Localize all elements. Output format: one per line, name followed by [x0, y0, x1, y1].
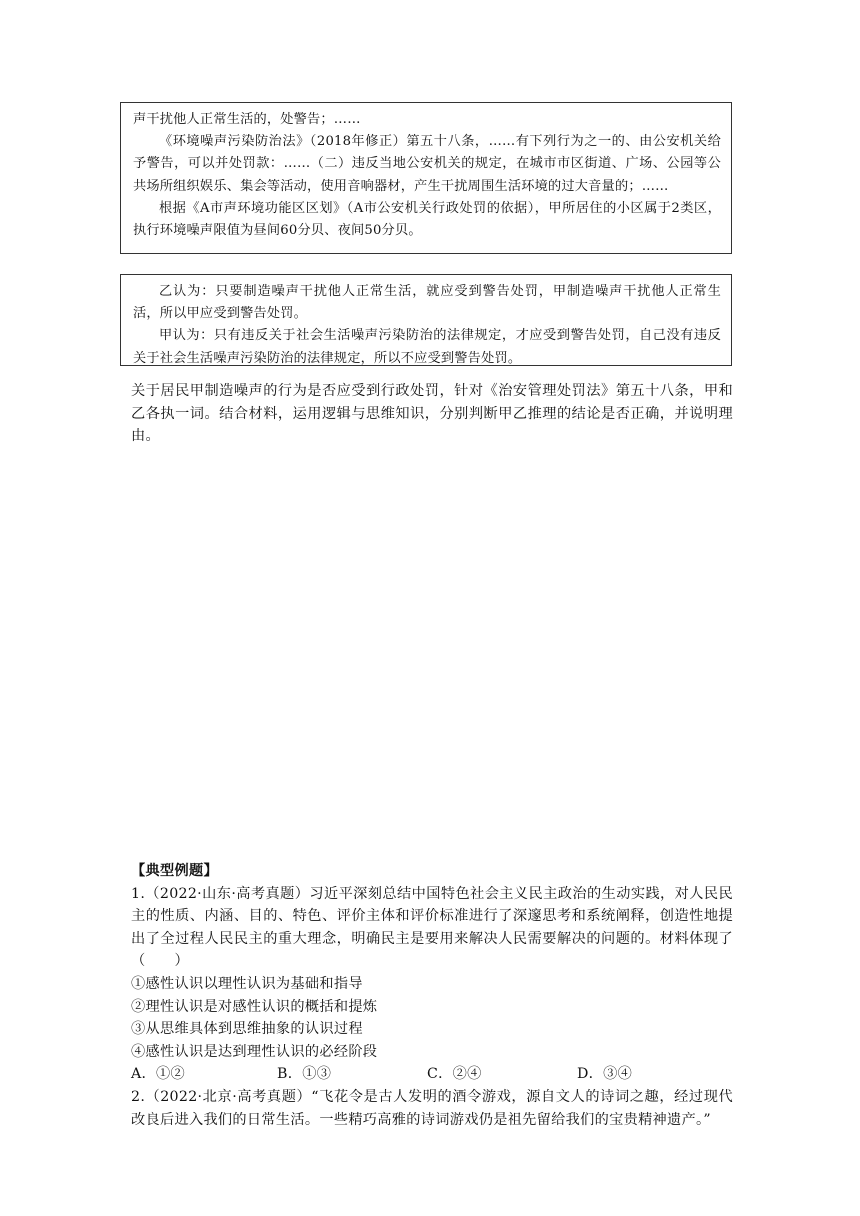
law-text-paragraph: 根据《A市声环境功能区区划》（A市公安机关行政处罚的依据），甲所居住的小区属于2类区，执行环境噪声限值为昼间60分贝、夜间50分贝。 — [133, 200, 721, 239]
question-1-stem: 1.（2022·山东·高考真题）习近平深刻总结中国特色社会主义民主政治的生动实践，对人民民主的性质、内涵、目的、特色、评价主体和评价标准进行了深邃思考和系统阐释，创造性地提出了全过程人民民主的重大理念，明确民主是要用来解决人民需要解决的问题的。材料体现了（ ） — [131, 885, 733, 970]
law-text-line: 声干扰他人正常生活的，处警告；…… — [133, 112, 361, 127]
question-1-item: ①感性认识以理性认识为基础和指导 — [131, 975, 363, 992]
option-b: B．①③ — [277, 1066, 332, 1083]
typical-examples-section — [131, 860, 733, 1131]
question-text: 关于居民甲制造噪声的行为是否应受到行政处罚，针对《治安管理处罚法》第五十八条，甲和乙各执一词。结合材料，运用逻辑与思维知识，分别判断甲乙推理的结论是否正确，并说明理由。 — [131, 383, 733, 445]
opinion-yi: 乙认为：只要制造噪声干扰他人正常生活，就应受到警告处罚，甲制造噪声干扰他人正常生活，所以甲应受到警告处罚。 — [133, 284, 721, 322]
question-prompt — [131, 380, 733, 448]
question-1-item: ③从思维具体到思维抽象的认识过程 — [131, 1021, 363, 1038]
option-a: A．①② — [131, 1066, 186, 1083]
material-box-opinions — [120, 274, 732, 366]
section-heading: 【典型例题】 — [131, 863, 218, 879]
law-text-paragraph: 《环境噪声污染防治法》（2018年修正）第五十八条，……有下列行为之一的、由公安机关给予警告，可以并处罚款：……（二）违反当地公安机关的规定，在城市市区街道、广场、公园等公共场所组织娱乐、集会等活动，使用音响器材，产生干扰周围生活环境的过大音量的；…… — [133, 134, 721, 194]
question-1-item: ④感性认识是达到理性认识的必经阶段 — [131, 1043, 378, 1060]
question-1-options — [131, 1063, 733, 1086]
question-1-item: ②理性认识是对感性认识的概括和提炼 — [131, 998, 378, 1015]
opinion-jia: 甲认为：只有违反关于社会生活噪声污染防治的法律规定，才应受到警告处罚，自己没有违反关于社会生活噪声污染防治的法律规定，所以不应受到警告处罚。 — [133, 328, 721, 366]
material-box-laws — [120, 102, 732, 254]
option-d: D．③④ — [577, 1066, 633, 1083]
question-2-stem: 2.（2022·北京·高考真题）“飞花令是古人发明的酒令游戏，源自文人的诗词之趣，经过现代改良后进入我们的日常生活。一些精巧高雅的诗词游戏仍是祖先留给我们的宝贵精神遗产。” — [131, 1088, 733, 1128]
option-c: C．②④ — [427, 1066, 482, 1083]
